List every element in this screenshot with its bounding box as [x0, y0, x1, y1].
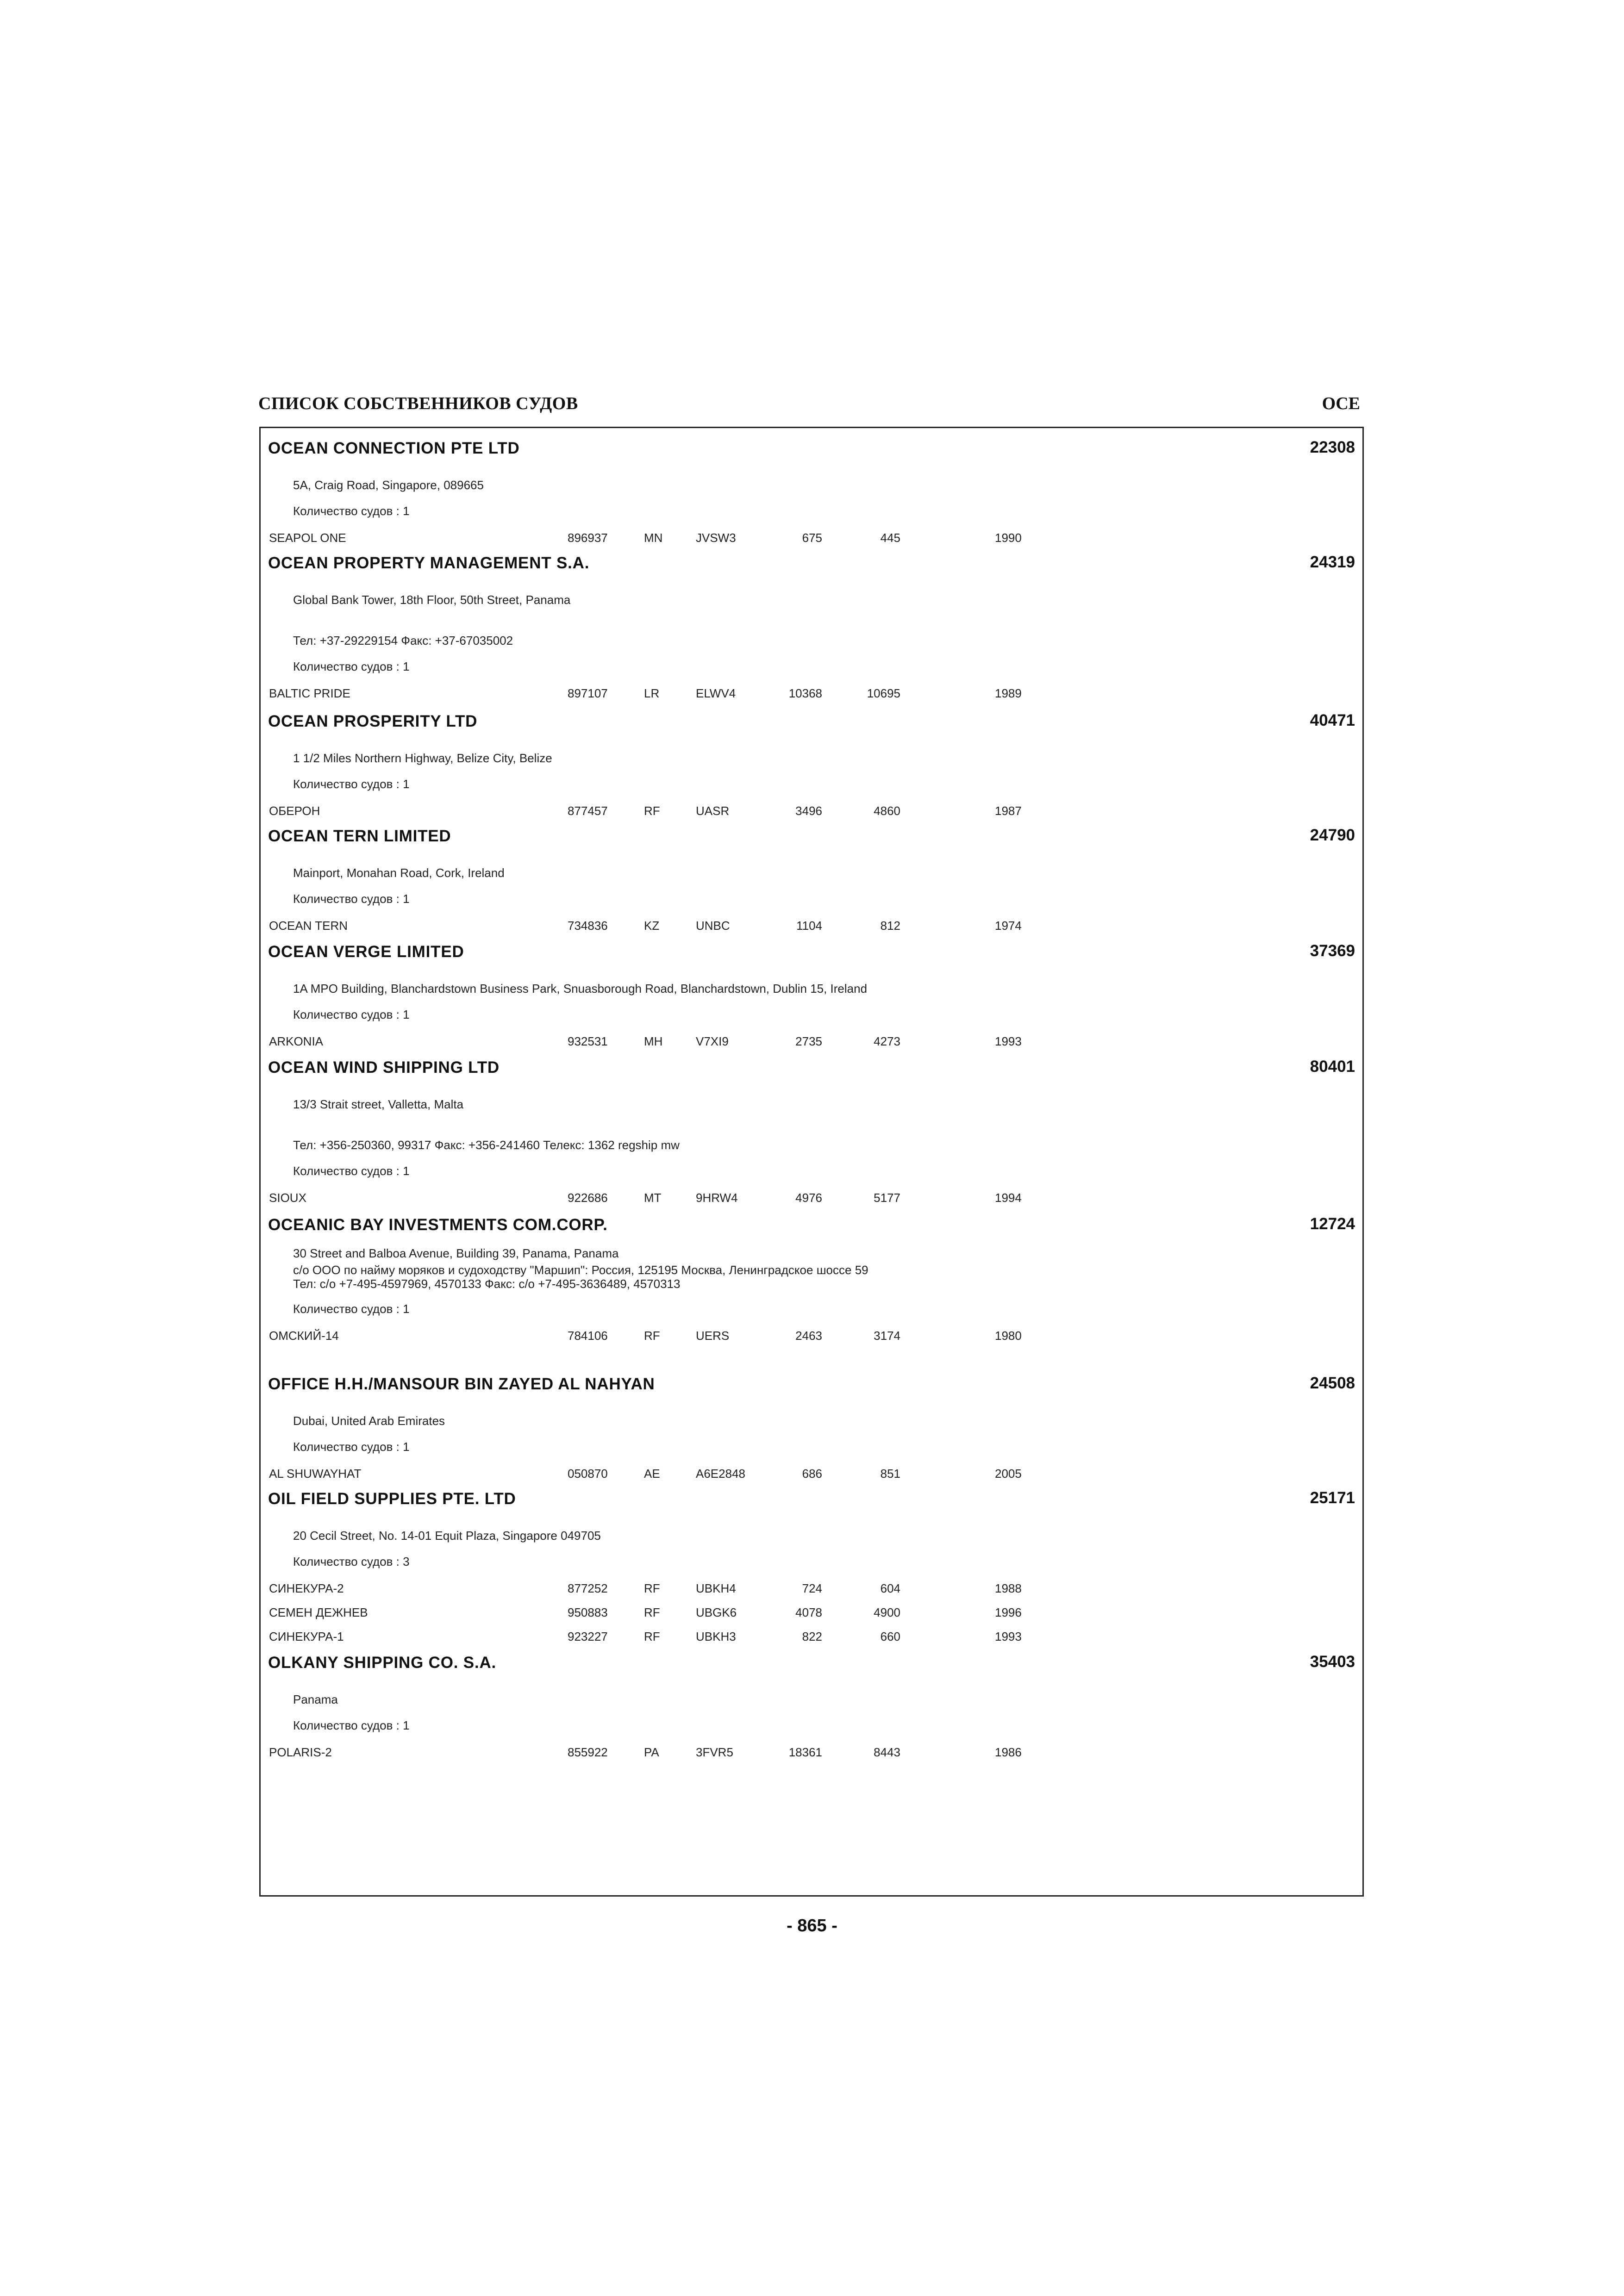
ship-flag: RF [644, 804, 660, 818]
owner-detail-line: 30 Street and Balboa Avenue, Building 39, Panama, Panama [293, 1246, 619, 1260]
ship-tonnage-1: 10368 [788, 686, 822, 700]
ship-year: 1990 [995, 531, 1022, 545]
owner-name: OCEAN PROSPERITY LTD [268, 712, 478, 730]
ship-number: 050870 [568, 1467, 608, 1481]
ship-tonnage-2: 8443 [874, 1745, 900, 1759]
owner-detail-line: Dubai, United Arab Emirates [293, 1414, 445, 1428]
owner-detail-line: Количество судов : 1 [293, 777, 410, 791]
ship-callsign: A6E2848 [696, 1467, 745, 1481]
owner-name: OIL FIELD SUPPLIES PTE. LTD [268, 1490, 516, 1508]
ship-name: ARKONIA [269, 1034, 324, 1048]
ship-row [261, 1630, 1362, 1643]
ship-number: 784106 [568, 1329, 608, 1343]
owner-detail-line: 13/3 Strait street, Valletta, Malta [293, 1097, 464, 1111]
ship-tonnage-1: 4976 [795, 1191, 822, 1205]
ship-tonnage-1: 2735 [795, 1034, 822, 1048]
section-code: OCE [1322, 394, 1360, 413]
ship-flag: RF [644, 1329, 660, 1343]
ship-row [261, 531, 1362, 545]
ship-flag: RF [644, 1581, 660, 1595]
ship-year: 1994 [995, 1191, 1022, 1205]
ship-tonnage-1: 675 [802, 531, 822, 545]
ship-tonnage-1: 686 [802, 1467, 822, 1481]
ship-tonnage-2: 445 [880, 531, 900, 545]
ship-row [261, 1467, 1362, 1481]
ship-year: 1988 [995, 1581, 1022, 1595]
ship-year: 1989 [995, 686, 1022, 700]
ship-row [261, 1329, 1362, 1343]
ship-year: 1993 [995, 1034, 1022, 1048]
owner-name: OCEAN TERN LIMITED [268, 827, 451, 845]
ship-tonnage-2: 5177 [874, 1191, 900, 1205]
owner-id: 22308 [1310, 438, 1355, 456]
ship-tonnage-2: 851 [880, 1467, 900, 1481]
owner-name: OLKANY SHIPPING CO. S.A. [268, 1654, 497, 1672]
ship-number: 734836 [568, 919, 608, 933]
ship-callsign: V7XI9 [696, 1034, 729, 1048]
owner-detail-line: Количество судов : 1 [293, 892, 410, 906]
ship-tonnage-2: 4900 [874, 1605, 900, 1619]
owner-name: OFFICE H.H./MANSOUR BIN ZAYED AL NAHYAN [268, 1375, 655, 1393]
ship-callsign: 9HRW4 [696, 1191, 738, 1205]
owner-id: 25171 [1310, 1489, 1355, 1507]
ship-tonnage-1: 822 [802, 1630, 822, 1643]
ship-flag: KZ [644, 919, 660, 933]
ship-name: SEAPOL ONE [269, 531, 346, 545]
owner-detail-line: Тел: c/o +7-495-4597969, 4570133 Факс: c/o +7-495-3636489, 4570313 [293, 1277, 681, 1291]
page-number: - 865 - [787, 1916, 837, 1935]
ship-number: 923227 [568, 1630, 608, 1643]
ship-tonnage-2: 10695 [867, 686, 900, 700]
ship-flag: MN [644, 531, 663, 545]
ship-callsign: UBGK6 [696, 1605, 737, 1619]
owner-name: OCEANIC BAY INVESTMENTS COM.CORP. [268, 1216, 608, 1234]
ship-year: 1993 [995, 1630, 1022, 1643]
owner-detail-line: Количество судов : 1 [293, 1008, 410, 1021]
ship-tonnage-1: 2463 [795, 1329, 822, 1343]
ship-year: 1974 [995, 919, 1022, 933]
ship-year: 1986 [995, 1745, 1022, 1759]
ship-tonnage-1: 724 [802, 1581, 822, 1595]
owner-name: OCEAN CONNECTION PTE LTD [268, 439, 520, 457]
ship-callsign: 3FVR5 [696, 1745, 733, 1759]
ship-name: СЕМЕН ДЕЖНЕВ [269, 1605, 368, 1619]
ship-name: OCEAN TERN [269, 919, 348, 933]
owner-name: OCEAN PROPERTY MANAGEMENT S.A. [268, 554, 590, 572]
owner-detail-line: Количество судов : 1 [293, 1718, 410, 1732]
ship-row [261, 686, 1362, 700]
owner-id: 35403 [1310, 1653, 1355, 1671]
ship-name: СИНЕКУРА-1 [269, 1630, 344, 1643]
ship-row [261, 919, 1362, 933]
ship-tonnage-1: 3496 [795, 804, 822, 818]
page-title: СПИСОК СОБСТВЕННИКОВ СУДОВ [258, 394, 578, 413]
ship-callsign: UBKH4 [696, 1581, 736, 1595]
owner-detail-line: 1 1/2 Miles Northern Highway, Belize City, Belize [293, 751, 552, 765]
owner-detail-line: 1A MPO Building, Blanchardstown Business Park, Snuasborough Road, Blanchardstown, Dublin 15, Ireland [293, 982, 868, 996]
owner-id: 24508 [1310, 1374, 1355, 1392]
owner-detail-line: 20 Cecil Street, No. 14-01 Equit Plaza, Singapore 049705 [293, 1529, 601, 1543]
ship-flag: MH [644, 1034, 663, 1048]
ship-row [261, 804, 1362, 818]
owner-id: 12724 [1310, 1215, 1355, 1233]
owner-detail-line: Количество судов : 1 [293, 1302, 410, 1316]
ship-tonnage-2: 660 [880, 1630, 900, 1643]
ship-number: 950883 [568, 1605, 608, 1619]
owner-detail-line: Количество судов : 1 [293, 1440, 410, 1454]
entries-frame [259, 427, 1364, 1897]
ship-row [261, 1605, 1362, 1619]
ship-tonnage-2: 3174 [874, 1329, 900, 1343]
ship-row [261, 1745, 1362, 1759]
owner-detail-line: Panama [293, 1692, 338, 1706]
ship-flag: LR [644, 686, 660, 700]
owner-detail-line: Mainport, Monahan Road, Cork, Ireland [293, 866, 505, 880]
ship-year: 1980 [995, 1329, 1022, 1343]
ship-tonnage-2: 812 [880, 919, 900, 933]
ship-flag: RF [644, 1605, 660, 1619]
ship-callsign: JVSW3 [696, 531, 736, 545]
ship-number: 932531 [568, 1034, 608, 1048]
ship-name: AL SHUWAYHAT [269, 1467, 362, 1481]
ship-tonnage-1: 1104 [796, 919, 822, 933]
owner-id: 37369 [1310, 942, 1355, 960]
ship-name: SIOUX [269, 1191, 306, 1205]
ship-name: ОБЕРОН [269, 804, 320, 818]
ship-year: 1987 [995, 804, 1022, 818]
owner-detail-line: Количество судов : 1 [293, 660, 410, 673]
ship-name: POLARIS-2 [269, 1745, 332, 1759]
ship-callsign: UASR [696, 804, 730, 818]
owner-detail-line: Global Bank Tower, 18th Floor, 50th Street, Panama [293, 593, 571, 607]
ship-callsign: UNBC [696, 919, 730, 933]
ship-number: 897107 [568, 686, 608, 700]
ship-number: 896937 [568, 531, 608, 545]
ship-number: 922686 [568, 1191, 608, 1205]
owner-name: OCEAN VERGE LIMITED [268, 943, 464, 961]
owner-detail-line: Количество судов : 3 [293, 1555, 410, 1568]
ship-tonnage-2: 4860 [874, 804, 900, 818]
ship-year: 2005 [995, 1467, 1022, 1481]
ship-flag: RF [644, 1630, 660, 1643]
owner-detail-line: Тел: +356-250360, 99317 Факс: +356-241460 Телекс: 1362 regship mw [293, 1138, 680, 1152]
owner-detail-line: Количество судов : 1 [293, 504, 410, 518]
ship-number: 877457 [568, 804, 608, 818]
ship-tonnage-1: 4078 [795, 1605, 822, 1619]
owner-name: OCEAN WIND SHIPPING LTD [268, 1058, 500, 1076]
owner-id: 40471 [1310, 711, 1355, 729]
ship-flag: PA [644, 1745, 659, 1759]
ship-callsign: UERS [696, 1329, 730, 1343]
ship-callsign: ELWV4 [696, 686, 736, 700]
owner-detail-line: c/o ООО по найму моряков и судоходству "Маршип": Россия, 125195 Москва, Ленинградское шоссе 59 [293, 1263, 868, 1277]
ship-tonnage-2: 4273 [874, 1034, 900, 1048]
ship-name: ОМСКИЙ-14 [269, 1329, 339, 1343]
ship-number: 855922 [568, 1745, 608, 1759]
ship-row [261, 1191, 1362, 1205]
ship-flag: MT [644, 1191, 662, 1205]
ship-flag: AE [644, 1467, 660, 1481]
ship-tonnage-2: 604 [880, 1581, 900, 1595]
owner-id: 24790 [1310, 826, 1355, 844]
owner-detail-line: Тел: +37-29229154 Факс: +37-67035002 [293, 634, 513, 647]
ship-callsign: UBKH3 [696, 1630, 736, 1643]
owner-detail-line: Количество судов : 1 [293, 1164, 410, 1178]
ship-row [261, 1581, 1362, 1595]
ship-number: 877252 [568, 1581, 608, 1595]
owner-detail-line: 5A, Craig Road, Singapore, 089665 [293, 478, 484, 492]
owner-id: 80401 [1310, 1058, 1355, 1076]
ship-name: BALTIC PRIDE [269, 686, 350, 700]
owner-id: 24319 [1310, 553, 1355, 571]
ship-year: 1996 [995, 1605, 1022, 1619]
ship-row [261, 1034, 1362, 1048]
ship-name: СИНЕКУРА-2 [269, 1581, 344, 1595]
ship-tonnage-1: 18361 [788, 1745, 822, 1759]
